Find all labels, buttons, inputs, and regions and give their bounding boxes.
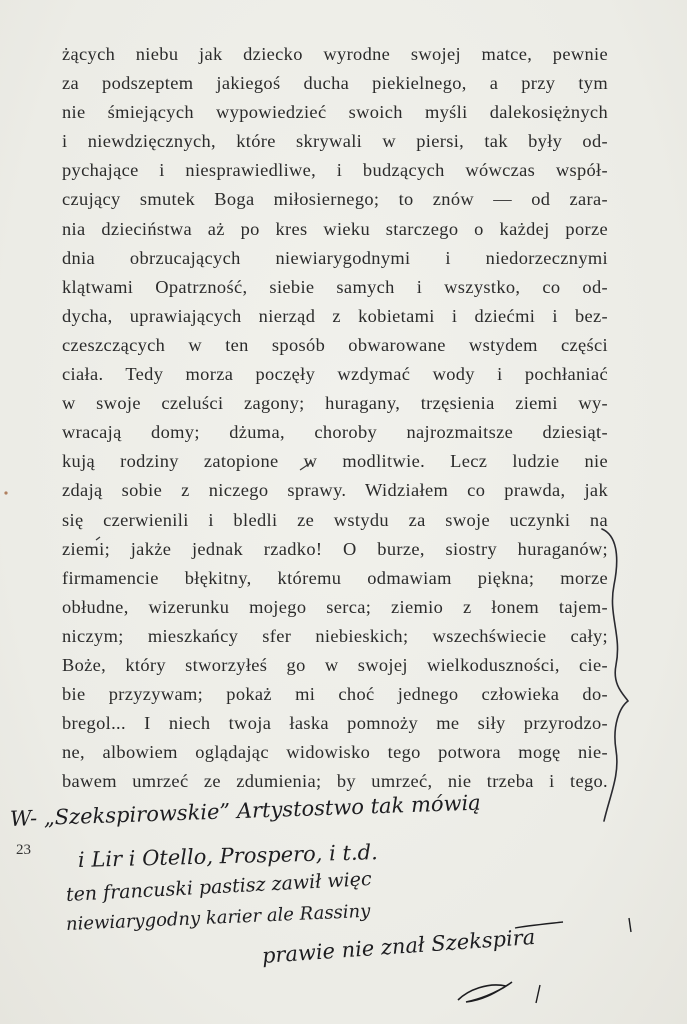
text-line: i niewdzięcznych, które skrywali w piersi, tak były od- [62, 131, 608, 152]
text-line: za podszeptem jakiegoś ducha piekielnego, a przy tym [62, 73, 608, 94]
text-line: obłudne, wizerunku mojego serca; ziemio z łonem tajem- [62, 596, 608, 617]
text-line: dycha, uprawiających nierząd z kobietami i dziećmi i bez- [62, 305, 608, 326]
text-line: bawem umrzeć ze zdumienia; by umrzeć, nie trzeba i tego. [62, 771, 608, 792]
text-line: bregol... I niech twoja łaska pomnoży me siły przyrodzo- [62, 713, 608, 734]
text-line: ziemi; jakże jednak rzadko! O burze, siostry huraganów; [62, 538, 608, 559]
text-line: kują rodziny zatopione w modlitwie. Lecz ludzie nie [62, 451, 608, 472]
text-line: w swoje czeluści zagony; huragany, trzęsienia ziemi wy- [62, 393, 608, 414]
handwritten-note-line: prawie nie znał Szekspira [261, 924, 537, 968]
text-line: bie przyzywam; pokaż mi choć jednego człowieka do- [62, 684, 608, 705]
printed-text-block [62, 40, 608, 796]
handwritten-note-line: W- „Szekspirowskie” Artystostwo tak mówią [9, 790, 482, 831]
text-line: pychające i niesprawiedliwe, i budzących wówczas współ- [62, 160, 608, 181]
handwritten-note-line: i Lir i Otello, Prospero, i t.d. [77, 840, 379, 872]
text-line: się czerwienili i bledli ze wstydu za swoje uczynki na [62, 509, 608, 530]
text-line: czujący smutek Boga miłosiernego; to znów — od zara- [62, 189, 608, 210]
text-line: ne, albowiem oglądając widowisko tego potwora mogę nie- [62, 742, 608, 763]
text-line: zdają sobie z niczego sprawy. Widziałem co prawda, jak [62, 480, 608, 501]
margin-brace-mark [598, 525, 632, 825]
page-number: 23 [16, 842, 31, 858]
text-line: dnia obrzucających niewiarygodnymi i niedorzecznymi [62, 247, 608, 268]
handwritten-note-line: ten francuski pastisz zawił więc [65, 868, 373, 906]
text-line: żących niebu jak dziecko wyrodne swojej matce, pewnie [62, 44, 608, 64]
text-line: ciała. Tedy morza poczęły wzdymać wody i pochłaniać [62, 364, 608, 385]
text-line: czeszczących w ten sposób obwarowane wstydem części [62, 334, 608, 355]
handwritten-note-line: niewiarygodny karier ale Rassiny [65, 900, 371, 935]
text-line: wracają domy; dżuma, choroby najrozmaitsze dziesiąt- [62, 422, 608, 443]
text-line: niczym; mieszkańcy sfer niebieskich; wszechświecie cały; [62, 625, 608, 646]
text-line: nia dzieciństwa aż po kres wieku starczego o każdej porze [62, 218, 608, 239]
text-line: Boże, który stworzyłeś go w swojej wielkoduszności, cie- [62, 654, 608, 675]
text-line: nie śmiejących wypowiedzieć swoich myśli dalekosiężnych [62, 102, 608, 123]
text-line: klątwami Opatrzność, siebie samych i wszystko, co od- [62, 276, 608, 297]
text-line: firmamencie błękitny, któremu odmawiam piękna; morze [62, 567, 608, 588]
